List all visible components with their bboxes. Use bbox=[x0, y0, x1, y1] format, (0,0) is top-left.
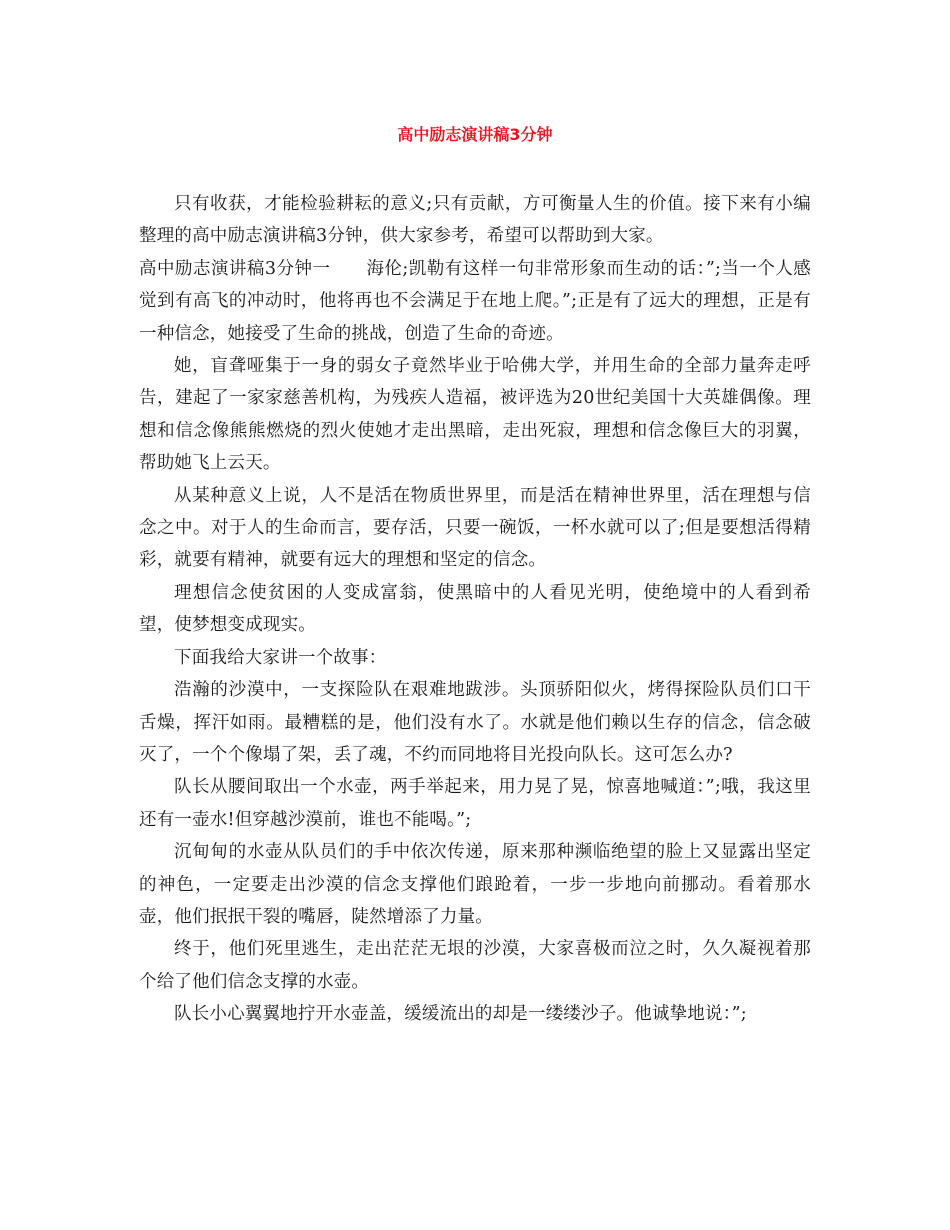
paragraph-3: 她，盲聋哑集于一身的弱女子竟然毕业于哈佛大学，并用生命的全部力量奔走呼告，建起了一家家慈善机构，为残疾人造福，被评选为20世纪美国十大英雄偶像。理想和信念像熊熊燃烧的烈火使她才走出黑暗，走出死寂，理想和信念像巨大的羽翼，帮助她飞上云天。 bbox=[139, 356, 811, 474]
paragraph-4: 从某种意义上说，人不是活在物质世界里，而是活在精神世界里，活在理想与信念之中。对于人的生命而言，要存活，只要一碗饭，一杯水就可以了;但是要想活得精彩，就要有精神，就要有远大的理想和坚定的信念。 bbox=[139, 485, 811, 571]
paragraph-1: 只有收获，才能检验耕耘的意义;只有贡献，方可衡量人生的价值。接下来有小编整理的高中励志演讲稿3分钟，供大家参考，希望可以帮助到大家。 bbox=[139, 194, 811, 247]
paragraph-10: 终于，他们死里逃生，走出茫茫无垠的沙漠，大家喜极而泣之时，久久凝视着那个给了他们信念支撑的水壶。 bbox=[139, 939, 811, 992]
document-title: 高中励志演讲稿3分钟 bbox=[397, 125, 553, 144]
paragraph-11: 队长小心翼翼地拧开水壶盖，缓缓流出的却是一缕缕沙子。他诚挚地说：”; bbox=[174, 1004, 747, 1025]
paragraph-5: 理想信念使贫困的人变成富翁，使黑暗中的人看见光明，使绝境中的人看到希望，使梦想变成现实。 bbox=[139, 582, 811, 636]
paragraph-2: 高中励志演讲稿3分钟一 海伦;凯勒有这样一句非常形象而生动的话：”;当一个人感觉到有高飞的冲动时，他将再也不会满足于在地上爬。”;正是有了远大的理想，正是有一种信念，她接受了生命的挑战，创造了生命的奇迹。 bbox=[139, 258, 811, 344]
document-body bbox=[139, 188, 811, 1031]
paragraph-7: 浩瀚的沙漠中，一支探险队在艰难地跋涉。头顶骄阳似火，烤得探险队员们口干舌燥，挥汗如雨。最糟糕的是，他们没有水了。水就是他们赖以生存的信念，信念破灭了，一个个像塌了架，丢了魂，不约而同地将目光投向队长。这可怎么办? bbox=[139, 680, 811, 765]
paragraph-9: 沉甸甸的水壶从队员们的手中依次传递，原来那种濒临绝望的脸上又显露出坚定的神色，一定要走出沙漠的信念支撑他们踉跄着，一步一步地向前挪动。看着那水壶，他们抿抿干裂的嘴唇，陡然增添了力量。 bbox=[139, 842, 811, 927]
paragraph-8: 队长从腰间取出一个水壶，两手举起来，用力晃了晃，惊喜地喊道：”;哦，我这里还有一壶水!但穿越沙漠前，谁也不能喝。”; bbox=[139, 777, 811, 830]
paragraph-6: 下面我给大家讲一个故事： bbox=[174, 647, 387, 668]
